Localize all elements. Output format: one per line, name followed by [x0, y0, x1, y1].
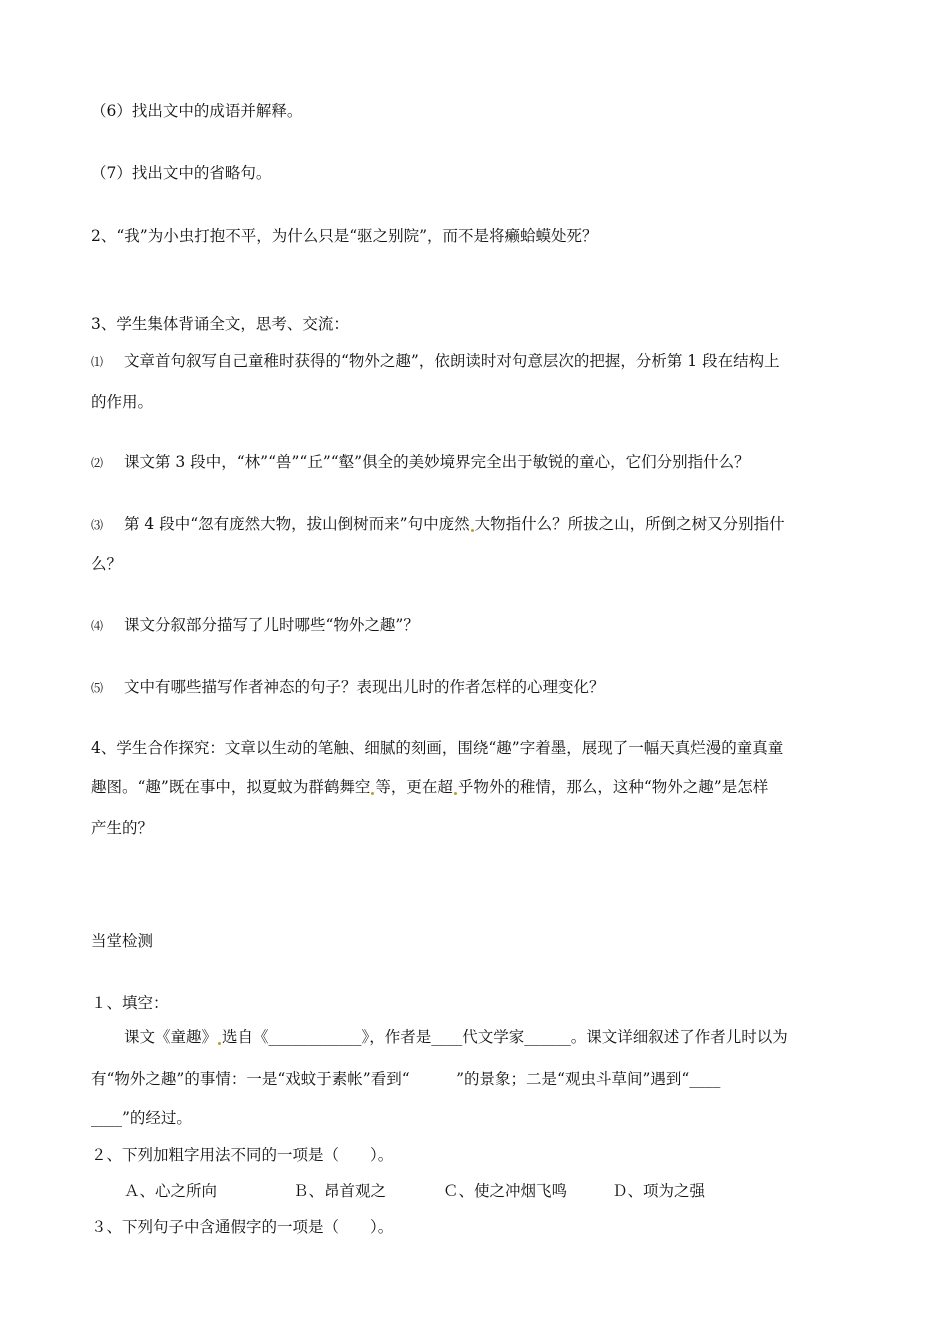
question-3-intro: 3、学生集体背诵全文，思考、交流：: [91, 315, 349, 333]
q4-text-a: 趣图。“趣”既在事中，拟夏蚊为群鹤舞空: [91, 778, 371, 796]
question-6: （6）找出文中的成语并解释。: [91, 102, 303, 120]
item-text: 课文第 3 段中，“林”“兽”“丘”“壑”俱全的美妙境界完全出于敏锐的童心，它们分别指什么？: [124, 453, 750, 471]
test-question-3: ３、下列句子中含通假字的一项是（ ）。: [91, 1218, 394, 1236]
item-text: 课文分叙部分描写了儿时哪些“物外之趣”？: [124, 616, 419, 634]
item-text-b: 大物指什么？所拔之山，所倒之树又分别指什: [474, 515, 785, 533]
option-c: Ｃ、使之冲烟飞鸣: [443, 1182, 568, 1200]
test-question-2: ２、下列加粗字用法不同的一项是（ ）。: [91, 1146, 394, 1164]
item-number: ⑷: [91, 619, 104, 633]
emphasis-dot: [371, 792, 374, 795]
q4-text-c: 乎物外的稚情，那么，这种“物外之趣”是怎样: [457, 778, 769, 796]
question-3-item-5: [91, 676, 605, 699]
question-3-item-4: [91, 614, 419, 637]
item-number: ⑴: [91, 355, 104, 369]
fill-blank-line-1: [124, 1026, 788, 1048]
emphasis-dot: [471, 529, 474, 532]
question-3-item-3-cont: 么？: [91, 555, 123, 573]
section-heading: 当堂检测: [91, 932, 154, 950]
q4-text-b: 等，更在超: [375, 778, 453, 796]
question-4-line-1: 4、学生合作探究：文章以生动的笔触、细腻的刻画，围绕“趣”字着墨，展现了一幅天真烂漫的童真童: [91, 739, 784, 757]
option-d: Ｄ、项为之强: [612, 1182, 706, 1200]
emphasis-dot: [218, 1042, 221, 1045]
item-number: ⑸: [91, 681, 104, 695]
question-3-item-1: [91, 350, 780, 373]
option-a: Ａ、心之所向: [124, 1182, 218, 1200]
item-text-a: 第 4 段中“忽有庞然大物，拔山倒树而来”句中庞然: [124, 515, 470, 533]
item-number: ⑶: [91, 518, 104, 532]
item-number: ⑵: [91, 456, 104, 470]
question-7: （7）找出文中的省略句。: [91, 164, 272, 182]
question-4-line-2: [91, 776, 768, 798]
question-3-item-1-cont: 的作用。: [91, 393, 154, 411]
fill-text-b: 选自《____________》，作者是____代文学家______。课文详细叙述了作者儿时以为: [222, 1028, 788, 1046]
question-3-item-2: [91, 451, 750, 474]
option-b: Ｂ、昂首观之: [293, 1182, 387, 1200]
fill-blank-line-2: 有“物外之趣”的事情：一是“戏蚊于素帐”看到“ ”的景象；二是“观虫斗草间”遇到“____: [91, 1070, 721, 1088]
item-text: 文章首句叙写自己童稚时获得的“物外之趣”，依朗读时对句意层次的把握，分析第 1 段在结构上: [124, 352, 780, 370]
emphasis-dot: [454, 792, 457, 795]
question-2: 2、“我”为小虫打抱不平，为什么只是“驱之别院”，而不是将癞蛤蟆处死？: [91, 227, 598, 245]
fill-text-a: 课文《童趣》: [124, 1028, 218, 1046]
fill-blank-title: １、填空：: [91, 994, 169, 1012]
item-text: 文中有哪些描写作者神态的句子？表现出儿时的作者怎样的心理变化？: [124, 678, 605, 696]
question-4-line-3: 产生的？: [91, 819, 154, 837]
test-question-2-options: [124, 1180, 705, 1202]
fill-blank-line-3: ____”的经过。: [91, 1109, 192, 1127]
question-3-item-3: [91, 513, 785, 536]
